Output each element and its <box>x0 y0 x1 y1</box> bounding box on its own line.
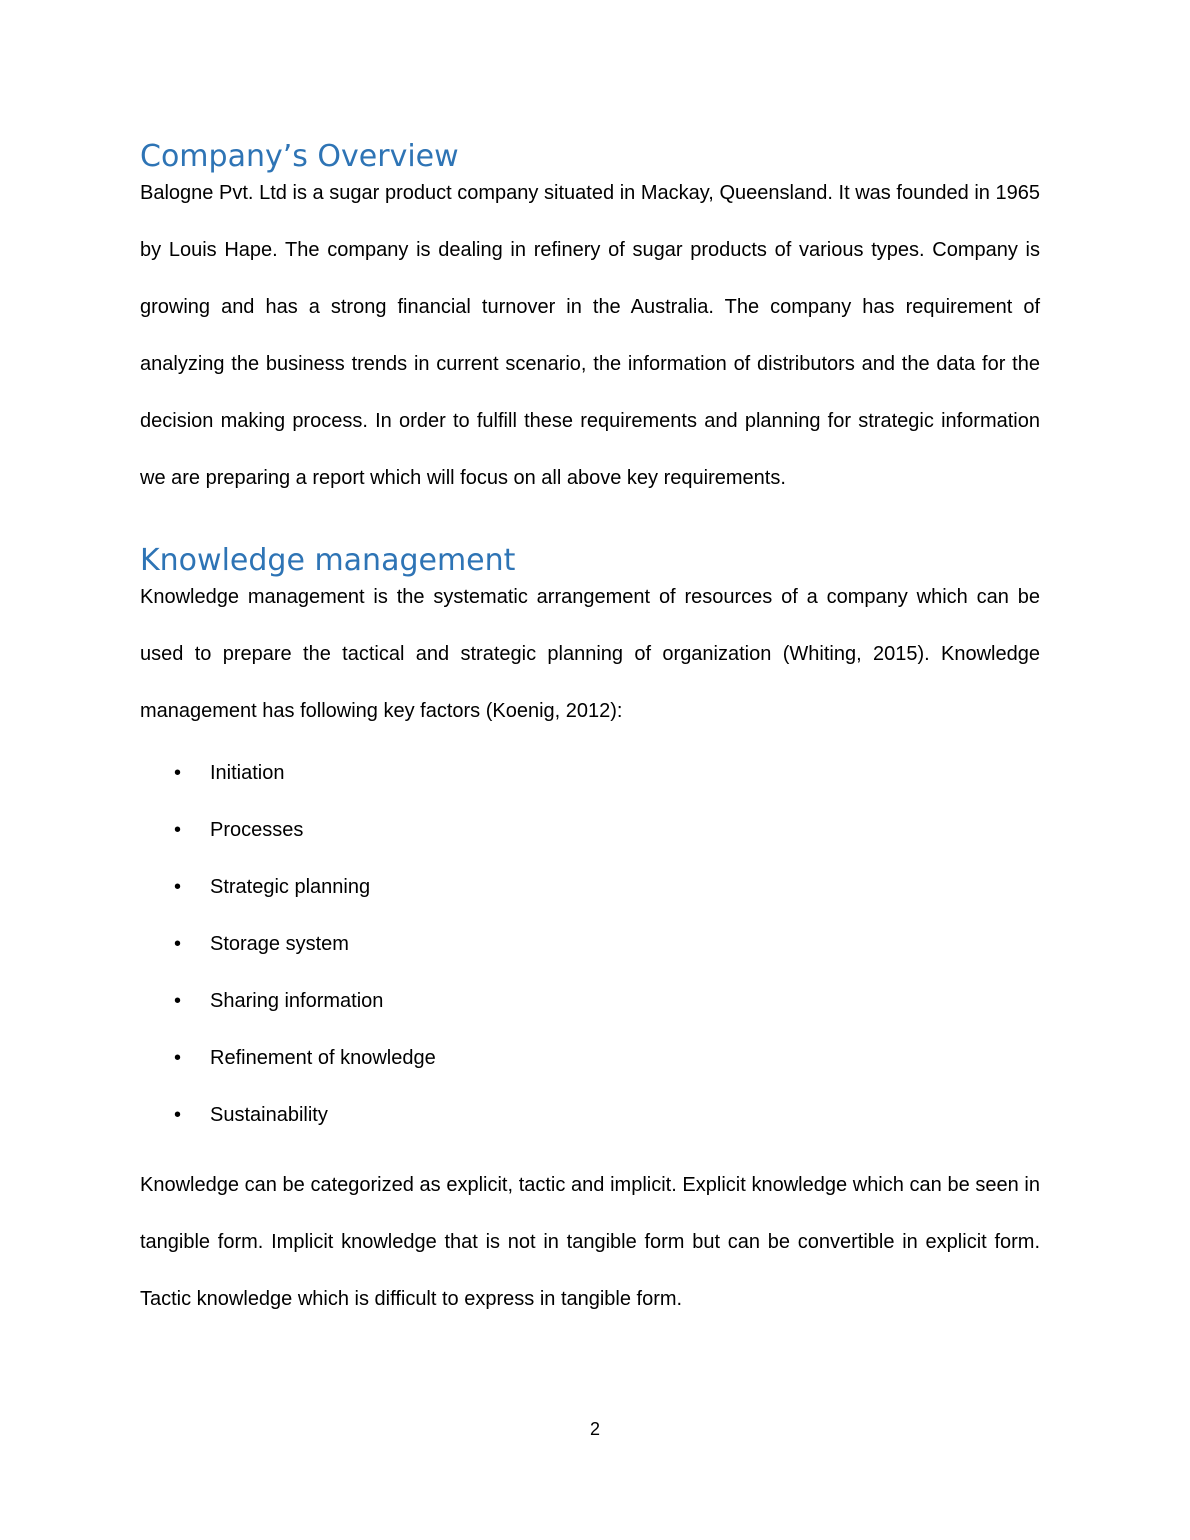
section-heading-knowledge-management: Knowledge management <box>140 543 516 578</box>
list-item <box>140 859 1040 916</box>
bullet-icon: • <box>174 1047 182 1069</box>
list-item <box>140 802 1040 859</box>
list-item <box>140 916 1040 973</box>
bullet-icon: • <box>174 933 182 955</box>
key-factors-list <box>140 745 1040 1144</box>
page-content <box>140 136 1040 1323</box>
list-item-text: Initiation <box>210 762 285 784</box>
list-item <box>140 973 1040 1030</box>
list-item-text: Sustainability <box>210 1104 328 1126</box>
bullet-icon: • <box>174 876 182 898</box>
bullet-icon: • <box>174 819 182 841</box>
paragraph-knowledge-management: Knowledge management is the systematic arrangement of resources of a company which can be used to prepare the tactical and strategic planning of organization (Whiting, 2015). Knowledge management has following key factors (Koenig, 2012): <box>140 586 1040 722</box>
page-number: 2 <box>589 1419 600 1439</box>
section-heading-company-overview: Company’s Overview <box>140 139 459 174</box>
list-item-text: Processes <box>210 819 304 841</box>
bullet-icon: • <box>174 990 182 1012</box>
list-item-text: Storage system <box>210 933 349 955</box>
list-item-text: Refinement of knowledge <box>210 1047 436 1069</box>
list-item <box>140 1030 1040 1087</box>
bullet-icon: • <box>174 1104 182 1126</box>
list-item-text: Sharing information <box>210 990 384 1012</box>
paragraph-knowledge-types: Knowledge can be categorized as explicit, tactic and implicit. Explicit knowledge which can be seen in tangible form. Implicit knowledge that is not in tangible form but can be convertible in explicit form. Tactic knowledge which is difficult to express in tangible form. <box>140 1174 1040 1310</box>
paragraph-company-overview: Balogne Pvt. Ltd is a sugar product company situated in Mackay, Queensland. It was founded in 1965 by Louis Hape. The company is dealing in refinery of sugar products of various types. Company is growing and has a strong financial turnover in the Australia. The company has requirement of analyzing the business trends in current scenario, the information of distributors and the data for the decision making process. In order to fulfill these requirements and planning for strategic information we are preparing a report which will focus on all above key requirements. <box>140 182 1040 489</box>
list-item <box>140 1087 1040 1144</box>
list-item-text: Strategic planning <box>210 876 371 898</box>
bullet-icon: • <box>174 762 182 784</box>
list-item <box>140 745 1040 802</box>
